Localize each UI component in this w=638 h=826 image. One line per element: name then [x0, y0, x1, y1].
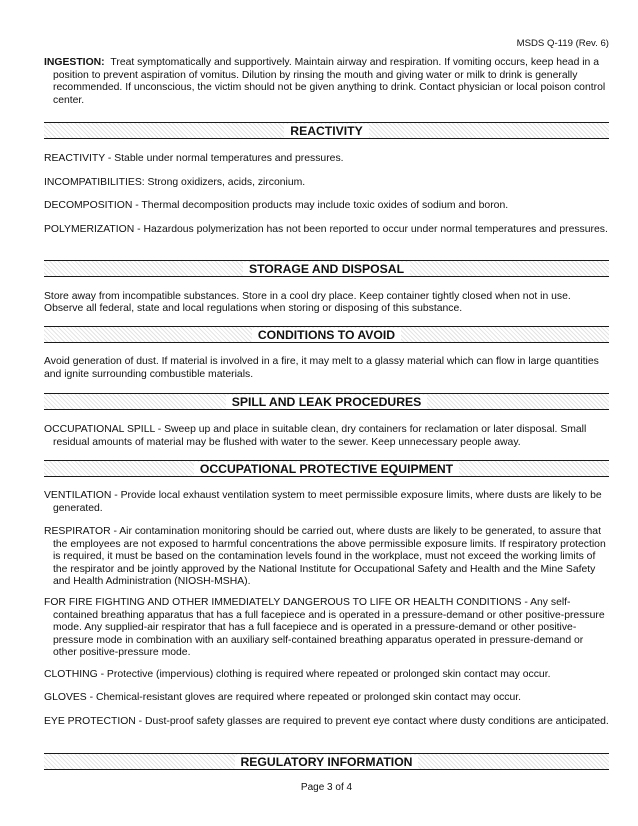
section-title-storage: STORAGE AND DISPOSAL [243, 262, 410, 276]
section-header-reactivity [44, 122, 609, 139]
section-header-spill [44, 393, 609, 410]
ppe-ventilation: VENTILATION - Provide local exhaust ventilation system to meet permissible exposure limits, where dusts are likely to be generated. [44, 490, 602, 514]
section-header-conditions [44, 326, 609, 343]
section-title-conditions: CONDITIONS TO AVOID [252, 328, 401, 342]
section-title-ppe: OCCUPATIONAL PROTECTIVE EQUIPMENT [194, 462, 459, 476]
storage-line-1: Store away from incompatible substances. Store in a cool dry place. Keep container tightly closed when not in use. [44, 291, 571, 302]
reactivity-decomposition: DECOMPOSITION - Thermal decomposition products may include toxic oxides of sodium and boron. [44, 200, 509, 211]
ingestion-text: Treat symptomatically and supportively. Maintain airway and respiration. If vomiting occurs, keep head in a position to prevent aspiration of vomitus. Dilution by rinsing the mouth and giving water or milk to drink is generally recommended. If unconscious, the victim should not be given anything to drink. Contact physician or local poison control center. [53, 57, 606, 106]
page-number: Page 3 of 4 [300, 782, 353, 793]
reactivity-incompatibilities: INCOMPATIBILITIES: Strong oxidizers, acids, zirconium. [44, 177, 306, 188]
ppe-clothing: CLOTHING - Protective (impervious) clothing is required where repeated or prolonged skin contact may occur. [44, 669, 551, 680]
conditions-text: Avoid generation of dust. If material is involved in a fire, it may melt to a glassy material which can flow in large quantities and ignite surrounding combustible materials. [44, 356, 599, 380]
ingestion-label: INGESTION: [44, 57, 105, 68]
ppe-respirator: RESPIRATOR - Air contamination monitoring should be carried out, where dusts are likely to be generated, to assure that the employees are not exposed to harmful concentrations the above permissible exposure limits. If respiratory protection is required, it must be based on the contamination levels found in the workplace, must not exceed the working limits of the respirator and be jointly approved by the National Institute for Occupational Safety and Health and the Mine Safety and Health Administration (NIOSH-MSHA). [44, 526, 606, 588]
document-page [44, 0, 609, 826]
storage-line-2: Observe all federal, state and local regulations when storing or disposing of this substance. [44, 303, 463, 314]
section-header-ppe [44, 460, 609, 477]
ppe-fire-fighting: FOR FIRE FIGHTING AND OTHER IMMEDIATELY DANGEROUS TO LIFE OR HEALTH CONDITIONS - Any self-contained breathing apparatus that has a full facepiece and is operated in a pressure-demand or other positive-pressure mode. Any supplied-air respirator that has a full facepiece and is operated in a pressure-demand or other positive-pressure mode in combination with an auxiliary self-contained breathing apparatus operated in pressure-demand or other positive-pressure mode. [44, 597, 605, 659]
ingestion-paragraph [44, 57, 609, 107]
section-header-storage [44, 260, 609, 277]
section-header-regulatory [44, 753, 609, 770]
ppe-eye-protection: EYE PROTECTION - Dust-proof safety glasses are required to prevent eye contact where dusty conditions are anticipated. [44, 716, 609, 727]
section-title-regulatory: REGULATORY INFORMATION [235, 755, 419, 769]
document-number: MSDS Q-119 (Rev. 6) [516, 38, 609, 49]
section-title-reactivity: REACTIVITY [284, 124, 368, 138]
reactivity-stability: REACTIVITY - Stable under normal temperatures and pressures. [44, 153, 344, 164]
section-title-spill: SPILL AND LEAK PROCEDURES [226, 395, 428, 409]
reactivity-polymerization: POLYMERIZATION - Hazardous polymerization has not been reported to occur under normal temperatures and pressures. [44, 224, 608, 235]
ppe-gloves: GLOVES - Chemical-resistant gloves are required where repeated or prolonged skin contact may occur. [44, 692, 522, 703]
spill-text: OCCUPATIONAL SPILL - Sweep up and place in suitable clean, dry containers for reclamation or later disposal. Small residual amounts of material may be flushed with water to the sewer. Keep unnecessary people away. [44, 424, 587, 448]
